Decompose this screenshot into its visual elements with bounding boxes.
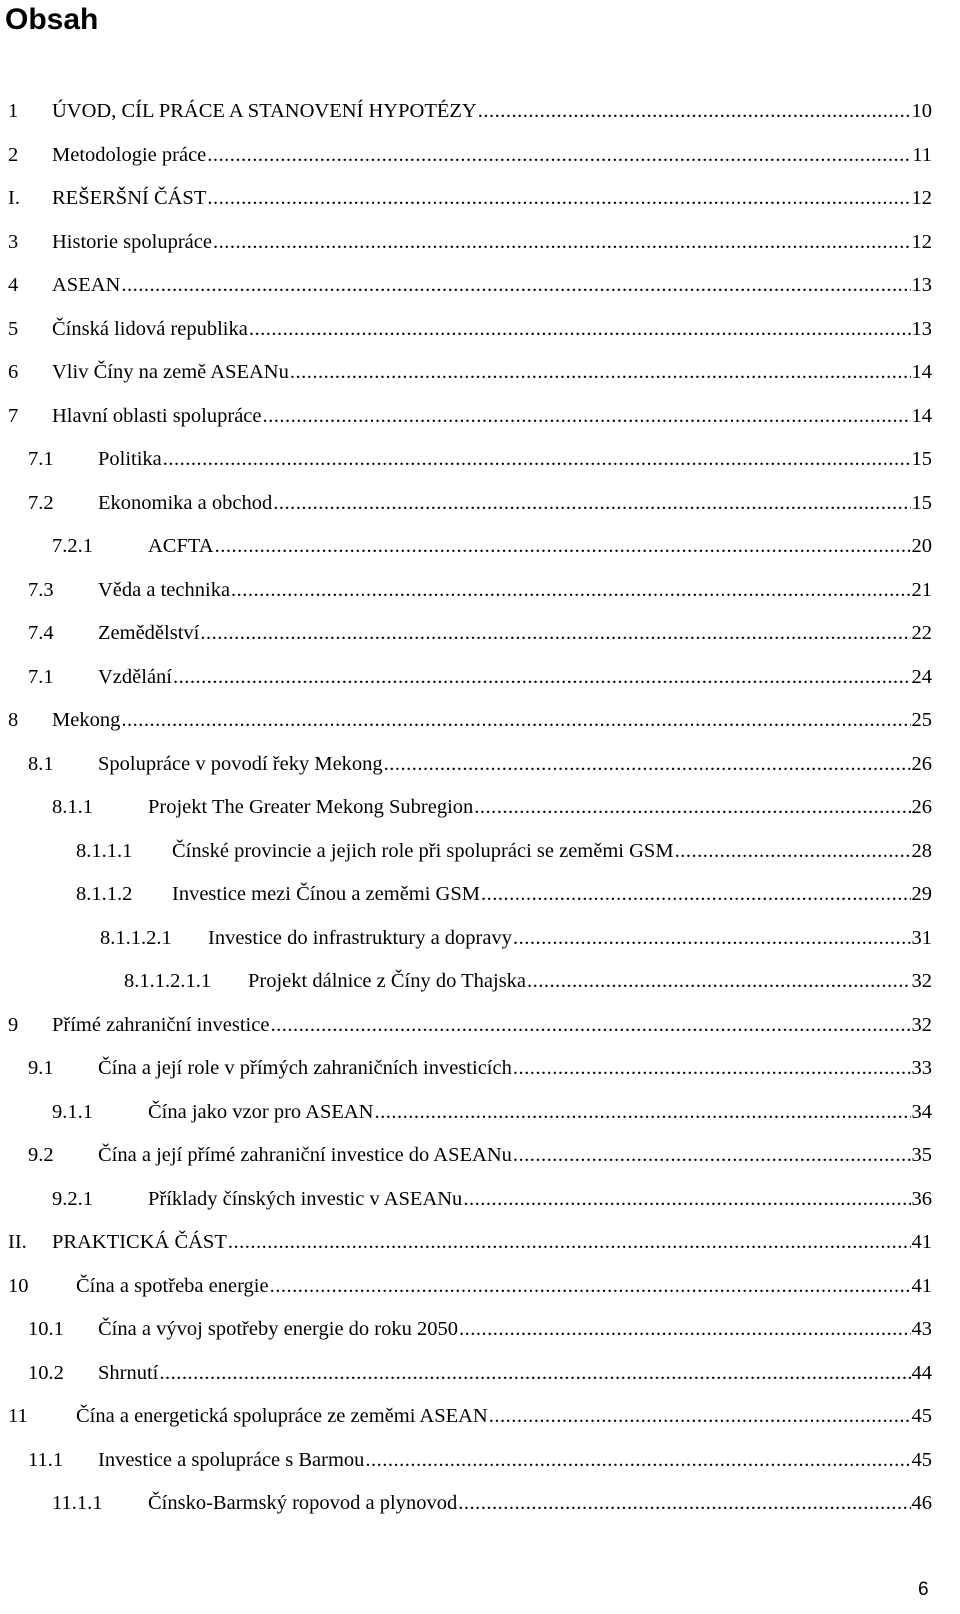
toc-entry-number: 11 [8, 1405, 28, 1427]
toc-entry-page[interactable]: 12 [911, 187, 932, 209]
dot-leader [365, 1439, 910, 1483]
toc-entry[interactable] [0, 917, 960, 961]
toc-entry-title[interactable]: ASEAN [52, 274, 121, 296]
toc-entry[interactable] [0, 1047, 960, 1091]
dot-leader [374, 1091, 910, 1135]
toc-entry-title[interactable]: Zemědělství [98, 622, 200, 644]
toc-entry-page[interactable]: 20 [911, 535, 932, 557]
dot-leader [207, 177, 910, 221]
toc-entry-page[interactable]: 11 [912, 143, 932, 166]
toc-entry-line [208, 917, 932, 961]
dot-leader [263, 395, 911, 439]
toc-entry-page[interactable]: 15 [911, 448, 932, 470]
dot-leader [384, 743, 911, 787]
dot-leader [478, 90, 911, 134]
toc-entry-page[interactable]: 41 [911, 1231, 932, 1253]
toc-entry-line [52, 134, 932, 178]
toc-entry-page[interactable]: 14 [911, 404, 932, 427]
toc-entry-line [98, 1352, 932, 1396]
toc-entry-title[interactable]: PRAKTICKÁ ČÁST [52, 1231, 227, 1253]
toc-entry-number: 7 [8, 404, 19, 427]
toc-entry-number: 8.1.1.2 [76, 883, 133, 905]
dot-leader [474, 786, 910, 830]
toc-entry[interactable] [0, 1482, 960, 1526]
toc-entry[interactable] [0, 1134, 960, 1178]
dot-leader [213, 221, 911, 265]
toc-entry-number: 8.1.1 [52, 796, 93, 818]
dot-leader [675, 830, 911, 874]
dot-leader [270, 1265, 911, 1309]
dot-leader [207, 134, 911, 178]
toc-entry-number: 9.1 [28, 1057, 54, 1079]
toc-entry-number: 9 [8, 1013, 19, 1036]
toc-entry-title[interactable]: Čínské provincie a jejich role při spolupráci se zeměmi GSM [172, 839, 674, 862]
toc-entry-line [148, 786, 932, 830]
toc-entry-line [52, 177, 932, 221]
toc-entry-line [172, 873, 932, 917]
toc-entry[interactable] [0, 1439, 960, 1483]
toc-entry-title[interactable]: Ekonomika a obchod [98, 491, 273, 514]
toc-entry-number: 11.1 [28, 1448, 64, 1471]
toc-entry-title[interactable]: Čínsko-Barmský ropovod a plynovod [148, 1492, 458, 1514]
toc-entry-page[interactable]: 33 [911, 1057, 932, 1079]
toc-entry-number: 5 [8, 317, 19, 340]
toc-entry-line [52, 1004, 932, 1048]
toc-entry-number: 9.2.1 [52, 1187, 93, 1210]
toc-entry[interactable] [0, 569, 960, 613]
toc-entry-page[interactable]: 35 [911, 1144, 932, 1166]
toc-entry-title[interactable]: Čína a spotřeba energie [76, 1274, 269, 1297]
toc-entry-line [52, 395, 932, 439]
toc-entry[interactable] [0, 395, 960, 439]
toc-entry-number: 8.1.1.1 [76, 839, 133, 862]
table-of-contents [0, 90, 960, 1526]
toc-entry[interactable] [0, 1091, 960, 1135]
toc-entry-page[interactable]: 45 [911, 1405, 932, 1427]
toc-entry-line [148, 1178, 932, 1222]
toc-entry-number: 10 [8, 1274, 29, 1297]
toc-entry-line [98, 1047, 932, 1091]
toc-entry-line [52, 351, 932, 395]
toc-entry-number: 8.1 [28, 752, 54, 775]
toc-entry-title[interactable]: Přímé zahraniční investice [52, 1013, 270, 1036]
dot-leader [215, 525, 911, 569]
toc-entry-page[interactable]: 26 [911, 796, 932, 818]
toc-entry-line [76, 1395, 932, 1439]
dot-leader [159, 1352, 910, 1396]
dot-leader [121, 699, 910, 743]
toc-entry-title[interactable]: Investice do infrastruktury a dopravy [208, 926, 512, 949]
toc-entry-page[interactable]: 34 [911, 1100, 932, 1123]
toc-entry-title[interactable]: Projekt The Greater Mekong Subregion [148, 796, 474, 818]
toc-entry-page[interactable]: 25 [911, 709, 932, 731]
toc-entry-line [52, 1221, 932, 1265]
toc-entry-line [52, 90, 932, 134]
toc-entry-line [248, 960, 932, 1004]
toc-entry[interactable] [0, 1221, 960, 1265]
toc-entry-line [98, 482, 932, 526]
toc-entry-page[interactable]: 21 [911, 578, 932, 601]
toc-entry-page[interactable]: 26 [911, 752, 932, 775]
dot-leader [173, 656, 911, 700]
toc-entry-page[interactable]: 29 [911, 883, 932, 905]
toc-entry-page[interactable]: 32 [911, 1013, 932, 1036]
toc-entry-page[interactable]: 10 [911, 100, 932, 122]
toc-entry-page[interactable]: 22 [911, 622, 932, 644]
toc-entry-page[interactable]: 13 [911, 317, 932, 340]
dot-leader [458, 1482, 910, 1526]
toc-entry[interactable] [0, 525, 960, 569]
toc-entry[interactable] [0, 438, 960, 482]
toc-entry-line [98, 1308, 932, 1352]
dot-leader [200, 612, 910, 656]
dot-leader [459, 1308, 910, 1352]
dot-leader [228, 1221, 911, 1265]
toc-entry[interactable] [0, 656, 960, 700]
toc-entry-number: 10.1 [28, 1318, 64, 1340]
toc-entry-title[interactable]: Investice a spolupráce s Barmou [98, 1448, 365, 1471]
toc-entry-page[interactable]: 41 [911, 1274, 932, 1297]
toc-entry-number: 11.1.1 [52, 1492, 103, 1514]
dot-leader [489, 1395, 911, 1439]
dot-leader [513, 1134, 911, 1178]
toc-entry-number: 8.1.1.2.1.1 [124, 970, 212, 992]
toc-entry[interactable] [0, 264, 960, 308]
dot-leader [513, 917, 911, 961]
toc-entry-title[interactable]: Čína jako vzor pro ASEAN [148, 1100, 374, 1123]
toc-entry-page[interactable]: 12 [911, 230, 932, 253]
toc-entry-title[interactable]: Čína a její role v přímých zahraničních investicích [98, 1057, 512, 1079]
dot-leader [121, 264, 910, 308]
toc-entry-number: 6 [8, 361, 19, 383]
dot-leader [273, 482, 910, 526]
toc-entry[interactable] [0, 1352, 960, 1396]
toc-entry[interactable] [0, 786, 960, 830]
toc-entry-title[interactable]: Projekt dálnice z Číny do Thajska [248, 970, 527, 992]
toc-entry[interactable] [0, 221, 960, 265]
toc-entry-line [52, 308, 932, 352]
toc-entry-line [172, 830, 932, 874]
page-number: 6 [918, 1579, 929, 1600]
toc-entry-number: 7.2 [28, 491, 54, 514]
toc-entry[interactable] [0, 1178, 960, 1222]
toc-entry-number: 7.1 [28, 665, 54, 688]
toc-entry-title[interactable]: Metodologie práce [52, 143, 207, 166]
toc-entry-number: II. [8, 1231, 27, 1253]
toc-entry-title[interactable]: Příklady čínských investic v ASEANu [148, 1187, 463, 1210]
toc-entry-line [52, 699, 932, 743]
toc-entry[interactable] [0, 830, 960, 874]
toc-entry-line [52, 264, 932, 308]
toc-entry-page[interactable]: 43 [911, 1318, 932, 1340]
toc-entry-line [98, 743, 932, 787]
toc-entry-number: 8 [8, 709, 19, 731]
toc-entry-page[interactable]: 24 [911, 665, 932, 688]
toc-entry-number: 7.4 [28, 622, 54, 644]
toc-entry[interactable] [0, 351, 960, 395]
dot-leader [270, 1004, 910, 1048]
toc-entry-number: 9.1.1 [52, 1100, 93, 1123]
toc-entry-page[interactable]: 13 [911, 274, 932, 296]
toc-entry-title[interactable]: Čínská lidová republika [52, 317, 248, 340]
toc-entry-number: 3 [8, 230, 19, 253]
toc-entry-line [98, 1439, 932, 1483]
toc-entry-line [148, 1091, 932, 1135]
toc-entry-line [52, 221, 932, 265]
toc-entry-line [98, 569, 932, 613]
toc-entry[interactable] [0, 482, 960, 526]
toc-entry-title[interactable]: Investice mezi Čínou a zeměmi GSM [172, 883, 480, 905]
toc-heading: Obsah [5, 3, 99, 36]
toc-entry-line [148, 525, 932, 569]
toc-entry-title[interactable]: Spolupráce v povodí řeky Mekong [98, 752, 383, 775]
toc-entry-line [98, 656, 932, 700]
toc-entry-page[interactable]: 46 [911, 1492, 932, 1514]
dot-leader [290, 351, 911, 395]
toc-entry-line [98, 1134, 932, 1178]
toc-entry-title[interactable]: Hlavní oblasti spolupráce [52, 404, 262, 427]
toc-entry-number: 8.1.1.2.1 [100, 926, 172, 949]
toc-entry[interactable] [0, 873, 960, 917]
toc-entry-page[interactable]: 32 [911, 970, 932, 992]
toc-entry-number: 7.3 [28, 578, 54, 601]
toc-entry-number: 7.2.1 [52, 535, 93, 557]
dot-leader [481, 873, 911, 917]
toc-entry[interactable] [0, 699, 960, 743]
toc-entry-number: 1 [8, 100, 19, 122]
toc-entry-page[interactable]: 44 [911, 1361, 932, 1384]
toc-entry-page[interactable]: 15 [911, 491, 932, 514]
dot-leader [163, 438, 911, 482]
toc-entry-number: 7.1 [28, 448, 54, 470]
dot-leader [513, 1047, 911, 1091]
dot-leader [249, 308, 911, 352]
toc-entry-number: 2 [8, 143, 19, 166]
toc-entry[interactable] [0, 177, 960, 221]
toc-entry[interactable] [0, 134, 960, 178]
toc-entry-title[interactable]: Vliv Číny na země ASEANu [52, 361, 289, 383]
toc-entry-title[interactable]: ACFTA [148, 535, 214, 557]
toc-entry-line [76, 1265, 932, 1309]
toc-entry-title[interactable]: Shrnutí [98, 1361, 159, 1384]
toc-entry[interactable] [0, 1004, 960, 1048]
toc-entry-title[interactable]: Čína a vývoj spotřeby energie do roku 2050 [98, 1318, 459, 1340]
toc-entry-page[interactable]: 45 [911, 1448, 932, 1471]
dot-leader [463, 1178, 910, 1222]
toc-entry[interactable] [0, 612, 960, 656]
toc-entry-page[interactable]: 14 [911, 361, 932, 383]
toc-entry-page[interactable]: 28 [911, 839, 932, 862]
dot-leader [527, 960, 910, 1004]
toc-entry-number: 9.2 [28, 1144, 54, 1166]
toc-entry-page[interactable]: 31 [911, 926, 932, 949]
toc-entry[interactable] [0, 308, 960, 352]
toc-entry[interactable] [0, 1395, 960, 1439]
toc-entry-title[interactable]: Vzdělání [98, 665, 172, 688]
toc-entry-title[interactable]: Politika [98, 448, 162, 470]
toc-entry-title[interactable]: REŠERŠNÍ ČÁST [52, 187, 207, 209]
toc-entry[interactable] [0, 960, 960, 1004]
toc-entry-number: 4 [8, 274, 19, 296]
dot-leader [231, 569, 910, 613]
toc-entry[interactable] [0, 743, 960, 787]
toc-entry-title[interactable]: Čína a energetická spolupráce ze zeměmi ASEAN [76, 1405, 488, 1427]
toc-entry-line [148, 1482, 932, 1526]
toc-entry-title[interactable]: ÚVOD, CÍL PRÁCE A STANOVENÍ HYPOTÉZY [52, 100, 477, 122]
toc-entry[interactable] [0, 1308, 960, 1352]
toc-entry-title[interactable]: Historie spolupráce [52, 230, 212, 253]
toc-entry[interactable] [0, 90, 960, 134]
toc-entry-title[interactable]: Mekong [52, 709, 121, 731]
toc-entry-number: I. [8, 187, 20, 209]
toc-entry-number: 10.2 [28, 1361, 64, 1384]
toc-entry[interactable] [0, 1265, 960, 1309]
toc-entry-page[interactable]: 36 [911, 1187, 932, 1210]
toc-entry-line [98, 612, 932, 656]
toc-entry-line [98, 438, 932, 482]
toc-entry-title[interactable]: Čína a její přímé zahraniční investice do ASEANu [98, 1144, 512, 1166]
toc-entry-title[interactable]: Věda a technika [98, 578, 231, 601]
